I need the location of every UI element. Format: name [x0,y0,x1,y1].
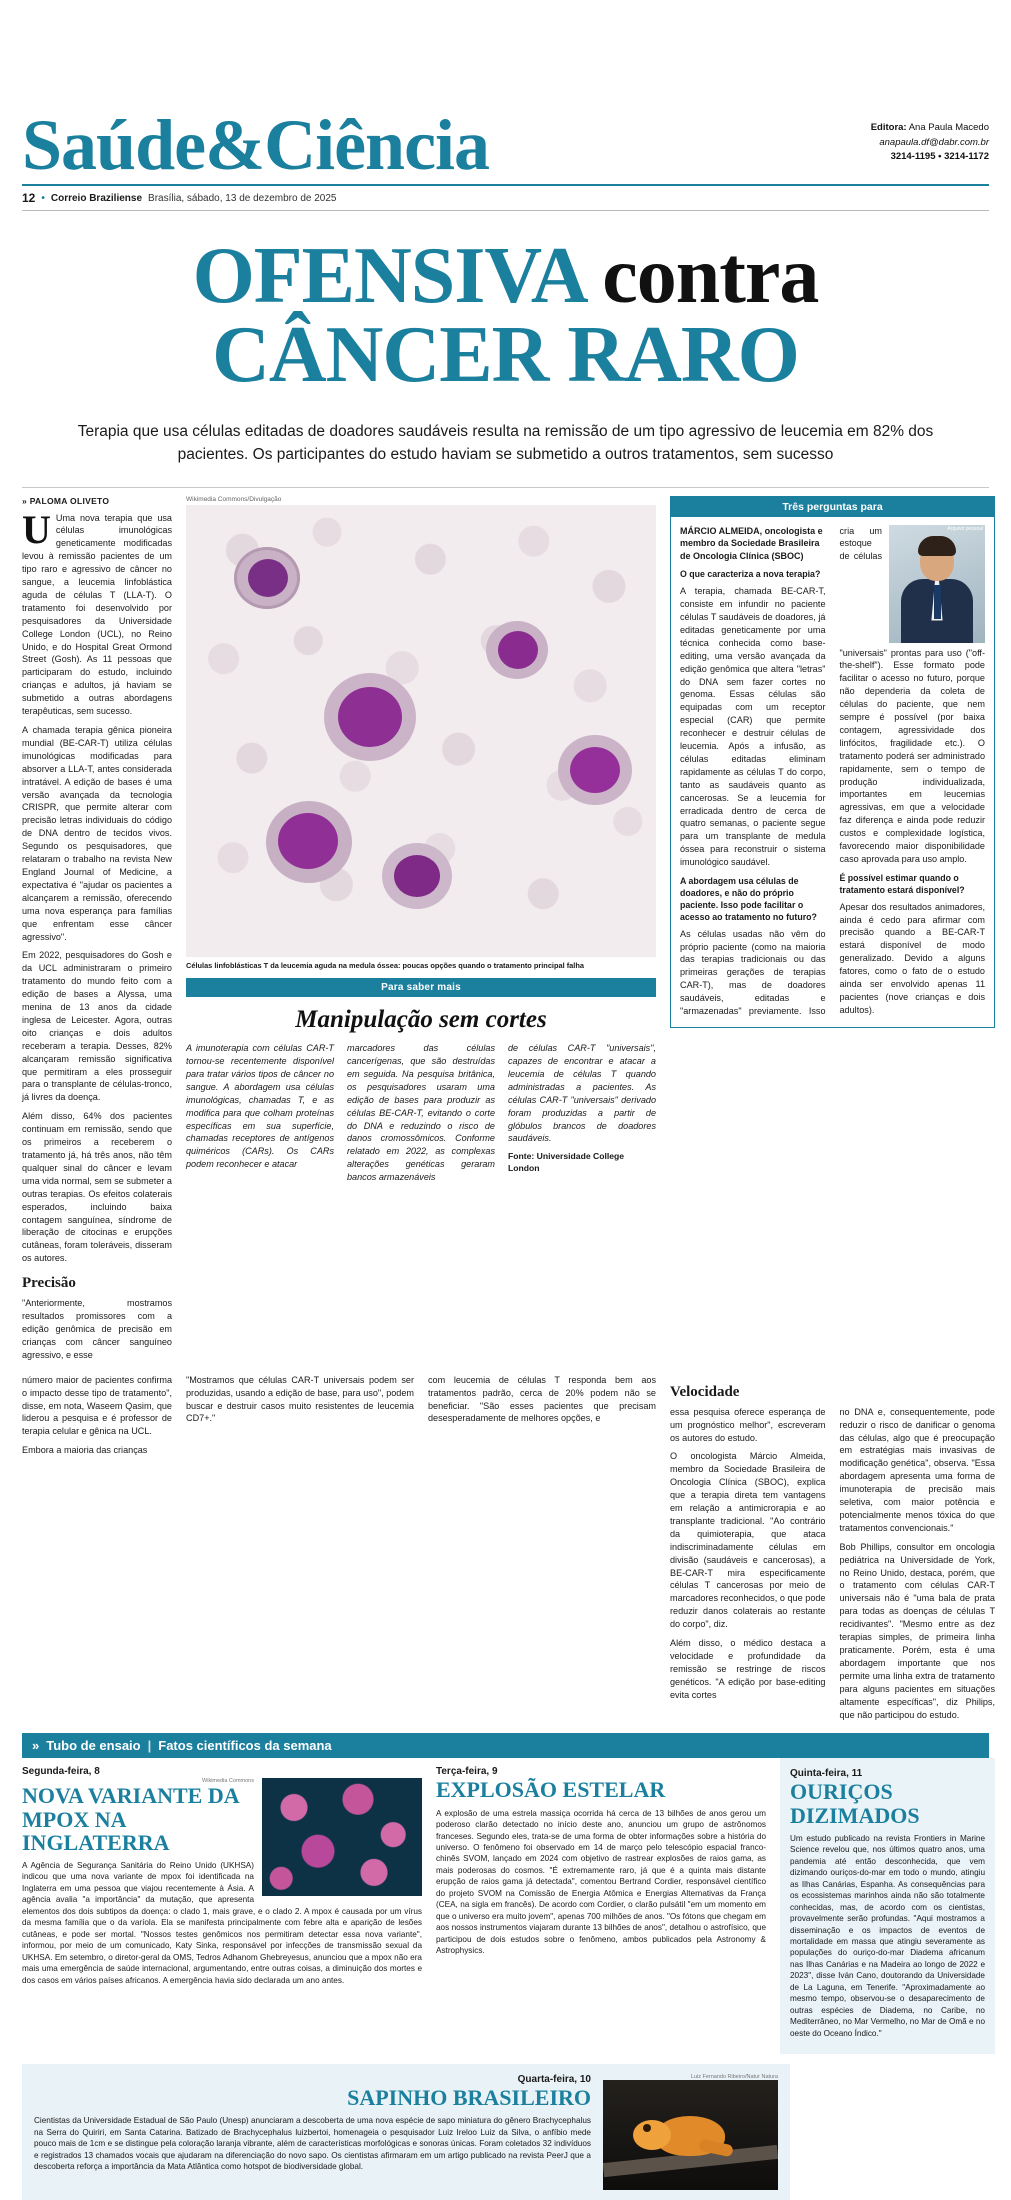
quarta-text-wrap [34,2074,591,2190]
lymphocyte-nucleus [278,813,338,869]
masthead-rule-bottom [22,210,989,211]
saber-mais-paragraph: marcadores das células cancerígenas, que são destruídas em seguida. Na pesquisa britânica, os pesquisadores usaram uma edição de bases para produzir as células BE-CAR-T, evitando o corte do DNA e reduzindo o risco de danos cromossômicos. Conforme relatado em 2022, as complexas alterações genéticas geraram bancos armazenáveis [347,1043,495,1183]
section-logo [22,105,490,185]
day-title: EXPLOSÃO ESTELAR [436,1777,666,1803]
mpox-image-credit: Wikimedia Commons [202,1778,254,1785]
question-3: É possível estimar quando o tratamento estará disponível? [839,872,965,895]
masthead [22,0,989,185]
article-paragraph: A chamada terapia gênica pioneira mundial (BE-CAR-T) utiliza células imunológicas modificadas para absorver a LLA-T, antes considerada intratável. A edição de bases é uma versão avançada da tecnologia CRISPR, que permite alterar com precisão letras individuais do código de DNA dentro de tecidos vivos. Segundo os pesquisadores, que relataram o trabalho na revista New England Journal of Medicine, a expectativa é "ajudar os pacientes a alcançarem a remissão, oferecendo uma nova esperança para famílias que enfrentam esse câncer agressivo". [22,725,172,942]
lymphocyte-nucleus [570,747,620,793]
headline-line1-b: contra [602,232,819,321]
portrait-hair [918,536,956,556]
editor-phones: 3214-1195 • 3214-1172 [890,150,989,162]
editor-info [871,121,989,178]
editor-email: anapaula.df@dabr.com.br [879,136,989,148]
folio-line [22,186,989,205]
deck-rule [22,487,989,488]
dateline: Brasília, sábado, 13 de dezembro de 2025 [148,192,337,204]
article-paragraph: com leucemia de células T responda bem aos tratamentos padrão, cerca de 20% podem não se beneficiar. "São esses pacientes que precisam desesperadamente de melhores opções, e [428,1374,656,1424]
page-number: 12 [22,191,36,206]
tubo-columns [22,1758,989,2054]
answer-2: As células usadas não vêm do próprio paciente (como na maioria das terapias tradicionais ou das primeiras gerações de terapias CAR-T), mas de doadores saudáveis, editadas e "armazenadas" previamente. Isso cria um estoque de células "universais" prontas para uso ("off-the-shelf"). Esse formato pode facilitar o acesso no futuro, porque não dependeria da coleta de células do paciente, que nem sempre é possível (por baixa contagem, agressividade dos linfócitos, fragilidade etc.). O tratamento poderá ser administrado rapidamente, sem o tempo de produção individualizada, importantes em leucemias agressivas, em que a velocidade faz diferença e ainda pode reduzir custos e complexidade logística, favorecendo maior disponibilidade caso aprovada para uso amplo. [680,525,985,1017]
article-paragraph: no DNA e, consequentemente, pode reduzir o risco de danificar o genoma das células, algo que é preocupação em estratégias mais invasivas de modificação genética", observa. "Essa abordagem apresenta uma forma de imunoterapia de precisão mais seletiva, com maior potência e potencialmente menos tóxica do que tratamentos convencionais." [839,1406,995,1533]
article-paragraph: número maior de pacientes confirma o impacto desse tipo de tratamento", disse, em nota, Waseem Qasim, que liderou a pesquisa e é professor de terapia celular e gênica na UCL. [22,1374,172,1437]
subheading-precisao: Precisão [22,1275,76,1292]
mpox-virus-particles [262,1778,422,1896]
day-title: OURIÇOS DIZIMADOS [790,1779,920,1828]
day-kicker: Quinta-feira, 11 [790,1768,863,1780]
day-text: A Agência de Segurança Sanitária do Reino Unido (UKHSA) indicou que uma nova variante de mpox foi identificada na Inglaterra em uma pessoa que viajou recentemente à Ásia. A agência avalia "a importância" da mutação, que apresenta elementos dos dois subtipos da doença: o clado 1, mais grave, e o clado 2. A mpox é causada por um vírus da mesma família que o da varíola. Ela se manifesta principalmente com febre alta e aparição de lesões cutâneas, e pode ser mortal. "Nossos testes genômicos nos permitiram detectar essa nova variante", informou, por meio de um comunicado, Katy Sinka, responsável por infecções de transmissão sexual da UKHSA. Em setembro, o diretor-geral da OMS, Tedros Adhanom Ghebreyesus, anunciou que a mpox não era mais uma emergência de saúde internacional, argumentando, entre outras coisas, a diminuição dos mortes e dos casos em vários países africanos. A emergência havia sido declarada um ano antes. [22,1860,422,1985]
article-middle-column [186,496,656,1185]
continuation-left [22,1374,172,1463]
page-title [22,232,989,399]
article-paragraph-text: Uma nova terapia que usa células imunológicas geneticamente modificadas levou à remissão pacientes de um tipo raro e agressivo de câncer no sangue, a leucemia linfoblástica aguda de células T (LLA-T). O tratamento foi desenvolvido por pesquisadores da Universidade College London (UCL), no Reino Unido, e do Hospital Great Ormond Street (Gosh). As 11 pessoas que participaram do estudo, incluindo crianças e adultos, já haviam se submetido a outras abordagens terapêuticas, sem sucesso. [22,512,172,717]
article-left-column [22,496,172,1368]
continuation-row [22,1374,995,1722]
subheading-velocidade: Velocidade [670,1383,740,1400]
velocidade-columns [670,1406,995,1722]
question-2: A abordagem usa células de doadores, e não do próprio paciente. Isso pode facilitar o acesso ao tratamento no futuro? [680,876,817,922]
photo-credit: Wikimedia Commons/Divulgação [186,495,282,503]
saber-mais-band: Para saber mais [186,978,656,997]
continuation-right [670,1374,995,1722]
answer-1: A terapia, chamada BE-CAR-T, consiste em infundir no paciente células T saudáveis de doadores, já editadas geneticamente por uma técnica conhecida como base-editing, uma versão avançada da edição genômica que altera "letras" do DNA sem fazer cortes no genoma. Essas células são equipadas com um receptor especial (CAR) que permite reconhecer e destruir células de leucemia. Após a infusão, as células editadas eliminam rapidamente as células T do corpo, tanto as saudáveis quanto as cancerosas. Se a leucemia for erradicada dentro de cerca de quatro semanas, o paciente segue para um transplante de medula óssea para reconstruir o sistema imunológico saudável. [680,586,826,868]
frog-photo-wrap [603,2074,778,2190]
saber-mais-body [186,1042,656,1184]
logo-part-2: Ciência [264,105,490,185]
logo-ampersand: & [205,105,265,185]
saber-mais-paragraph: de células CAR-T "universais", capazes de encontrar e atacar a leucemia de células T quando administradas a pacientes. As células CAR-T "universais" derivado foram produzidas a partir de glóbulos brancos de doadores saudáveis. [508,1043,656,1144]
tubo-band-subtitle: Fatos científicos da semana [158,1738,332,1754]
article-paragraph: essa pesquisa oferece esperança de um prognóstico melhor", escreveram os autores do estudo. [670,1406,826,1443]
article-right-column [670,496,995,1028]
photo-caption: Células linfoblásticas T da leucemia aguda na medula óssea: poucas opções quando o tratamento principal falha [186,960,584,970]
article-paragraph: Além disso, 64% dos pacientes continuam em remissão, sendo que os primeiros a receberem o tratamento já, há três anos, não têm qualquer sinal do câncer e levam uma vida normal, sem se submeter a outras terapias. Os efeitos colaterais esperados, incluindo baixa contagem sanguínea, síndrome de liberação de citocinas e erupções cutâneas, foram toleráveis, disseram os autores. [22,1111,172,1264]
day-text: Cientistas da Universidade Estadual de São Paulo (Unesp) anunciaram a descoberta de uma nova espécie de sapo miniatura do gênero Brachycephalus na Serra do Quiriri, em Santa Catarina. Batizado de Brachycephalus luizbertoi, homenageia o pesquisador Luiz Ireloo Luiz da Silva, o anfíbio mede pouco mais de 1cm e se distingue pela coloração laranja vibrante, além de características morfológicas e sonoras únicas. Foram coletados 32 indivíduos e registrados 13 chamados vocais que ajudaram na diferenciação do novo sapo. Os cientistas afirmaram em um artigo publicado na revista PeerJ que a descoberta reforça a importância da Mata Atlântica como hotspot de biodiversidade global. [34,2116,591,2172]
lymphocyte-nucleus [498,631,538,669]
interviewee-name: MÁRCIO ALMEIDA, oncologista e membro da Sociedade Brasileira de Oncologia Clínica (SBOC) [680,525,823,561]
article-paragraph: Além disso, o médico destaca a velocidade e profundidade da remissão se restringe de riscos genéticos. "A edição por base-editing evita cortes [670,1638,826,1700]
headline-line1-a: OFENSIVA [192,232,584,321]
article-paragraph: Embora a maioria das crianças [22,1445,148,1456]
editor-name: Ana Paula Macedo [908,122,989,134]
article-paragraph: Bob Phillips, consultor em oncologia pediátrica na Universidade de York, no Reino Unido, destaca, porém, que o tratamento com células CAR-T universais não é "uma bala de prata para todas as doenças de células T recidivantes". "Mesmo entre as dez terapias simples, de primeira linha praticamente. Porém, esta é uma abordagem importante que nos permite uma linha extra de tratamento para alguns pacientes em situações altamente específicas", diz Philips, que não participou do estudo. [839,1541,995,1720]
headline-line2: CÂNCER RARO [212,310,799,399]
lymphocyte-nucleus [248,559,288,597]
continuation-mid [186,1374,656,1432]
logo-part-1: Saúde [22,105,206,185]
day-block-quinta [780,1758,995,2054]
lymphocyte-nucleus [394,855,440,897]
frog-photo [603,2080,778,2190]
band-divider: | [147,1738,152,1754]
byline [22,496,172,506]
portrait-credit: Arquivo pessoal [947,525,983,532]
saber-mais-source: Fonte: Universidade College London [508,1151,625,1173]
day-text: Um estudo publicado na revista Frontiers in Marine Science revelou que, nos últimos quatro anos, uma pandemia até então desconhecida, que vem dizimando ouriços-do-mar em todo o mundo, atingiu as Ilhas Canárias, Espanha. As consequências para os ecossistemas marinhos ainda não são totalmente conhecidas, mas, de acordo com os cientistas, provavelmente serão profundas. "Aqui mostramos a disseminação e os impactos de eventos de mortalidade em massa que atingiu severamente as populações do ouriço-do-mar Diadema africanum nas Ilhas Canárias e na Madeira ao longo de 2022 e 2023", disse Iván Cano, doutorando da Universidade de La Laguna, em Tenerife. "Aproximadamente ao mesmo tempo, observou-se o desaparecimento de outras espécies de Diadema, no Caribe, no Mediterrâneo, no Mar Vermelho, no Mar de Omã e no oeste do Oceano Índico." [790,1833,985,2038]
tubo-de-ensaio-band [22,1733,989,1758]
interviewee-portrait [889,525,985,643]
day-kicker: Quarta-feira, 10 [517,2074,591,2086]
main-content [22,496,989,1368]
editor-label: Editora: [870,122,907,134]
three-questions-body [671,517,994,1027]
day-kicker: Terça-feira, 9 [436,1766,498,1778]
headline-deck: Terapia que usa células editadas de doadores saudáveis resulta na remissão de um tipo agressivo de leucemia em 82% dos pacientes. Os participantes do estudo haviam se submetido a outros tratamentos, sem sucesso [77,423,934,464]
lead-photo [186,505,656,957]
day-kicker: Segunda-feira, 8 [22,1766,100,1778]
day-block-terca [436,1758,766,1961]
frog-image-credit: Luiz Fernando Ribeiro/Natur Natura [690,2074,778,2081]
article-paragraph: "Mostramos que células CAR-T universais podem ser produzidas, usando a edição de base, para uso", podem buscar e destruir casos muito resistentes de leucemia CD7+." [186,1374,414,1424]
lead-photo-wrap [186,496,656,971]
three-questions-columns [680,525,985,1018]
day-title: SAPINHO BRASILEIRO [347,2085,591,2111]
article-paragraph [22,506,172,719]
byline-text: » PALOMA OLIVETO [22,495,110,506]
day-title: NOVA VARIANTE DA MPOX NA INGLATERRA [22,1783,239,1855]
three-questions-header: Três perguntas para [671,497,994,517]
article-paragraph: "Anteriormente, mostramos resultados promissores com a edição genômica de precisão em crianças com câncer sanguíneo agressivo, e esse [22,1298,172,1360]
lymphocyte-nucleus [338,687,402,747]
portrait-tie [934,585,941,619]
double-chevron-icon: » [32,1738,40,1754]
answer-3: Apesar dos resultados animadores, ainda é cedo para afirmar com precisão quando a BE-CAR-T estará disponível de modo generalizado. Devido a alguns fatores, como o fato de o estudo ainda ser envolvido apenas 11 pacientes (nove crianças e dois adultos). [839,901,985,1015]
mpox-image [262,1778,422,1896]
article-paragraph: Em 2022, pesquisadores do Gosh e da UCL administraram o primeiro tratamento do mundo feito com a edição de bases a Alyssa, uma menina de 13 anos da cidade inglesa de Leicester. Agora, outras oito crianças e dois adultos receberam a terapia. Desses, 82% alcançaram remissão significativa que permitiram a eles prosseguir para o transplante de células-tronco, já livres da doença. [22,950,172,1103]
folio-bullet-icon: • [41,192,45,204]
article-paragraph: O oncologista Márcio Almeida, membro da Sociedade Brasileira de Oncologia Clínica (SBOC), explica que a terapia direta tem vantagens em relação a antimicrorapia e ao transplante tradicional. "Ao contrário da quimioterapia, que ataca indiscriminadamente células em divisão (saudáveis e cancerosas), a BE-CAR-T mira especificamente células T cancerosas por meio de marcadores reconhecidos, o que pode reduzir danos colaterais ao restante do corpo", diz. [670,1451,826,1630]
dropcap: U [22,506,51,552]
saber-mais-paragraph: A imunoterapia com células CAR-T tornou-se recentemente disponível para tratar vários tipos de câncer no sangue. A abordagem usa células imunológicas, chamadas T, e as modifica para que colham proteínas específicas em sua superfície, chamadas receptores de antígenos quiméricos (CARs). Os CARs podem reconhecer e atacar [186,1043,334,1170]
paper-name: Correio Braziliense [50,192,143,204]
day-block-quarta [22,2064,790,2200]
tubo-band-title: Tubo de ensaio [46,1738,141,1754]
day-block-segunda [22,1758,422,1991]
question-1: O que caracteriza a nova terapia? [680,569,821,580]
saber-mais-title: Manipulação sem cortes [295,1006,547,1034]
day-text: A explosão de uma estrela massiça ocorrida há cerca de 13 bilhões de anos gerou um poderoso clarão detectado no início deste ano, anunciou um grupo de astrônomos franceses. Segundo eles, trata-se de uma forma de obter informações sobre a história do universo. O fenômeno foi observado em 14 de março pelo telescópio espacial franco-chinês SVOM, lançado em 2024 com objetivo de rastrear explosões de raios gama, as mais poderosas do cosmos. "É extremamente raro, já que é a quinta mais distante erupção de raios gama já detectada", comentou Bertrand Cordier, responsável científico do projeto SVOM na Comissão de Energia Atômica e Energias Alternativas da França (CEA, na sigla em francês). De acordo com Cordier, o clarão pulsátil "em um momento em que o universo era muito jovem", apenas 700 milhões de anos. "Os fótons que chegam em aos nossos instrumentos viajaram durante 13 bilhões de anos", detalhou o astrofísico, que participou de dois estudos sobre o fenômeno, ambos publicados pela Astronomy & Astrophysics. [436,1808,766,1956]
three-questions-box [670,496,995,1028]
